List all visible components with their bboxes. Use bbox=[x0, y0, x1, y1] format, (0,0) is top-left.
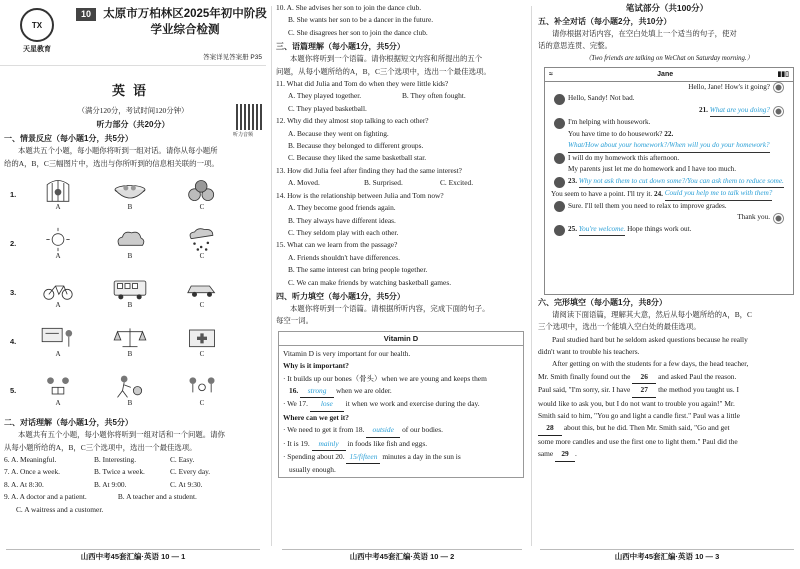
kids-playing-icon bbox=[179, 374, 225, 399]
picture-question-row bbox=[10, 268, 266, 317]
where-line-3-lead: · Spending about 20. bbox=[283, 452, 345, 461]
mcq-option[interactable]: 8. A. At 8:30. bbox=[4, 479, 44, 489]
passage-line: Smith said to him, "You go and light a candle first." Paul was a little bbox=[538, 411, 740, 421]
snow-icon bbox=[179, 227, 225, 252]
message-text: Hello, Jane! How's it going? bbox=[688, 82, 770, 91]
picture-option[interactable] bbox=[30, 178, 86, 212]
why-heading: Why is it important? bbox=[283, 361, 349, 371]
section5-heading: 五、补全对话（每小题2分，共10分） bbox=[538, 17, 672, 26]
why-line-3 bbox=[283, 398, 519, 411]
passage-text: Paul said, "I'm sorry, sir. I have bbox=[538, 385, 631, 395]
chat-message bbox=[551, 212, 787, 224]
passage-line bbox=[538, 384, 800, 397]
column-2 bbox=[276, 0, 528, 569]
picture-option[interactable] bbox=[174, 325, 230, 359]
mcq-option[interactable]: B. At 9:00. bbox=[94, 479, 127, 489]
picture-question-row bbox=[10, 317, 266, 366]
chat-message bbox=[551, 129, 787, 153]
mcq-option[interactable]: B. They often fought. bbox=[402, 91, 466, 101]
jane-avatar-icon bbox=[554, 201, 565, 212]
chat-top-bar bbox=[545, 68, 793, 82]
section4-heading: 四、听力填空（每小题1分，共5分） bbox=[276, 291, 405, 301]
mcq-option[interactable]: A. They become good friends again. bbox=[288, 203, 396, 213]
message-text: Hope things work out. bbox=[627, 225, 692, 234]
blank-19[interactable]: mainly bbox=[312, 438, 346, 451]
bike-icon bbox=[35, 276, 81, 301]
q10-option-a[interactable]: 10. A. She advises her son to join the dance club. bbox=[276, 3, 422, 12]
question-text: 15. What can we learn from the passage? bbox=[276, 240, 398, 250]
sandy-avatar-icon bbox=[773, 213, 784, 224]
battery-icon: ▮▮▯ bbox=[777, 71, 789, 79]
option-row bbox=[276, 90, 528, 102]
sandy-avatar-icon bbox=[773, 106, 784, 117]
option-letter: C bbox=[199, 251, 205, 260]
message-text: My parents just let me do homework and I have too much. bbox=[568, 165, 737, 174]
why-line-2-text: when we are older. bbox=[335, 385, 392, 395]
message-text: Sure. I'll tell them you need to relax to improve grades. bbox=[568, 201, 727, 210]
section1-heading: 一、情景反应（每小题1分，共5分） bbox=[4, 134, 133, 144]
where-line-2-lead: · It is 19. bbox=[283, 438, 310, 448]
mcq-option[interactable]: B. Because they belonged to different groups. bbox=[288, 141, 424, 151]
option-letter: B bbox=[127, 398, 133, 407]
hospital-icon bbox=[179, 325, 225, 350]
mcq-question bbox=[4, 466, 266, 478]
column-divider bbox=[531, 6, 532, 546]
blank-22[interactable]: What/How about your homework?/When will you do your homework? bbox=[568, 140, 770, 153]
section3-instruction: 问题，从每小题所给的A，B，C三个选项中，选出一个最佳选项。 bbox=[276, 66, 491, 76]
picture-rows bbox=[4, 170, 266, 415]
question-text: 14. How is the relationship between Julia and Tom now? bbox=[276, 190, 444, 200]
q9-option-c[interactable]: C. A waitress and a customer. bbox=[16, 504, 104, 514]
title-line-1: 太原市万柏林区2025年初中阶段 bbox=[103, 8, 267, 20]
exam-title bbox=[100, 6, 270, 38]
passage-text: same bbox=[538, 449, 554, 459]
blank-22-number: 22. bbox=[664, 129, 674, 138]
blank-16[interactable]: strong bbox=[300, 385, 334, 398]
picture-option[interactable] bbox=[174, 227, 230, 261]
picture-option[interactable] bbox=[102, 276, 158, 310]
column-divider bbox=[271, 6, 272, 546]
picture-option[interactable] bbox=[102, 374, 158, 408]
option-letter: B bbox=[127, 251, 133, 260]
publisher-logo bbox=[8, 8, 66, 60]
option-letter: C bbox=[199, 300, 205, 309]
mcq-option[interactable]: B. Twice a week. bbox=[94, 467, 145, 477]
qr-code-icon[interactable] bbox=[236, 104, 262, 130]
option-letter: B bbox=[127, 300, 133, 309]
mcq-question bbox=[4, 479, 266, 491]
message-text: You seem to have a point. I'll try it. bbox=[551, 189, 653, 198]
message-text: I'm helping with housework. bbox=[568, 118, 651, 127]
blank-26[interactable]: 26 bbox=[632, 371, 656, 384]
mcq-option[interactable]: C. They seldom play with each other. bbox=[288, 227, 399, 237]
page-footer: 山西中考45套汇编·英语 10 — 2 bbox=[282, 549, 522, 563]
written-title: 笔试部分（共100分） bbox=[625, 3, 709, 13]
option-letter: A bbox=[55, 398, 61, 407]
mcq-question bbox=[4, 454, 266, 466]
option-row bbox=[276, 177, 528, 189]
car-icon bbox=[179, 276, 225, 301]
question-number: 5. bbox=[10, 386, 17, 396]
section2-heading: 二、对话理解（每小题1分，共5分） bbox=[4, 418, 133, 428]
scale-icon bbox=[107, 325, 153, 350]
mcq-question bbox=[4, 491, 266, 503]
mcq-option[interactable]: A. They played together. bbox=[288, 91, 362, 101]
blank-16-number: 16. bbox=[289, 385, 299, 395]
jane-avatar-icon bbox=[554, 177, 565, 188]
bowl-icon bbox=[107, 178, 153, 203]
passage-line: would like to ask you, but I do not want to trouble you again!" Mr. bbox=[538, 398, 735, 408]
section6-instruction: 三个选项中，选出一个能填入空白处的最佳选项。 bbox=[538, 322, 701, 332]
chat-message bbox=[551, 164, 787, 176]
where-heading: Where can we get it? bbox=[283, 412, 349, 422]
picture-option[interactable] bbox=[30, 325, 86, 359]
passage-text: about this, but he did. Then Mr. Smith said, "Go and get bbox=[563, 423, 730, 433]
blank-20[interactable]: 15/fifteen bbox=[346, 451, 380, 464]
option-letter: B bbox=[127, 202, 133, 211]
wechat-chat-window bbox=[544, 67, 794, 295]
blank-24-number: 24. bbox=[653, 189, 663, 198]
where-line-3 bbox=[283, 451, 519, 464]
where-line-1 bbox=[283, 424, 519, 437]
question-text: 13. How did Julia feel after finding they had the same interest? bbox=[276, 165, 462, 175]
logo-text: 天星教育 bbox=[23, 46, 51, 53]
passage-line: After getting on with the students for a few days, the head teacher, bbox=[552, 359, 749, 369]
mcq-option[interactable]: C. Because they liked the same basketball star. bbox=[288, 153, 427, 163]
chat-message bbox=[551, 105, 787, 118]
q10-option-c[interactable]: C. She disagrees her son to join the dance club. bbox=[288, 27, 428, 37]
mcq-option[interactable]: B. They always have different ideas. bbox=[288, 215, 396, 225]
passage-text: . bbox=[575, 449, 577, 459]
blank-25-number: 25. bbox=[568, 225, 577, 234]
qr-caption: 听力音频 bbox=[233, 132, 254, 138]
option-letter: A bbox=[55, 202, 61, 211]
picture-question-row bbox=[10, 170, 266, 219]
passage-text: and asked Paul the reason. bbox=[658, 371, 737, 381]
question-text: 11. What did Julia and Tom do when they were little kids? bbox=[276, 79, 449, 89]
bird-cage-icon bbox=[35, 178, 81, 203]
mcq-option[interactable]: 6. A. Meaningful. bbox=[4, 455, 57, 465]
where-line-2 bbox=[283, 438, 519, 451]
message-text: Hello, Sandy! Not bad. bbox=[568, 94, 635, 103]
message-text: Thank you. bbox=[737, 213, 770, 222]
message-text: I will do my homework this afternoon. bbox=[568, 153, 680, 162]
why-line-1: · It builds up our bones（骨头）when we are young and keeps them bbox=[283, 373, 487, 383]
mcq-option[interactable]: B. Surprised. bbox=[364, 178, 403, 188]
question-number: 3. bbox=[10, 288, 17, 298]
passage-line bbox=[538, 422, 800, 435]
column-1 bbox=[0, 0, 266, 569]
mcq-option[interactable]: A. Moved. bbox=[288, 178, 320, 188]
section2-instruction: 从每小题所给的A，B，C三个选项中，选出一个最佳选项。 bbox=[4, 442, 197, 452]
passage-line: didn't want to trouble his teachers. bbox=[538, 347, 640, 357]
wifi-icon: ≈ bbox=[549, 70, 553, 78]
chat-message bbox=[551, 117, 787, 129]
kids-reading-icon bbox=[35, 374, 81, 399]
why-line-2 bbox=[283, 385, 519, 398]
mcq-option[interactable]: C. We can make friends by watching basketball games. bbox=[288, 277, 452, 287]
why-line-3-text: it when we work and exercise during the day. bbox=[345, 399, 480, 409]
chat-message bbox=[551, 82, 787, 94]
mcq-option[interactable]: C. They played basketball. bbox=[288, 103, 367, 113]
section6-heading: 六、完形填空（每小题1分，共8分） bbox=[538, 297, 667, 307]
mcq-option[interactable]: A. Friends shouldn't have differences. bbox=[288, 252, 401, 262]
box-title: Vitamin D bbox=[279, 332, 523, 346]
blank-27[interactable]: 27 bbox=[632, 384, 656, 397]
chat-message bbox=[551, 176, 787, 189]
option-letter: C bbox=[199, 202, 205, 211]
picture-question-row bbox=[10, 366, 266, 415]
blank-24[interactable]: Could you help me to talk with them? bbox=[665, 188, 773, 201]
option-letter: A bbox=[55, 251, 61, 260]
mcq-option[interactable]: C. At 9:30. bbox=[170, 479, 203, 489]
score-note: （满分120分，考试时间120分钟） bbox=[77, 106, 189, 115]
mcq-option[interactable]: C. Every day. bbox=[170, 467, 211, 477]
test-number-badge: 10 bbox=[76, 8, 96, 21]
sun-icon bbox=[35, 227, 81, 252]
chat-message bbox=[551, 201, 787, 213]
q10-option-b[interactable]: B. She wants her son to be a dancer in the future. bbox=[288, 15, 434, 25]
blank-23-number: 23. bbox=[568, 177, 577, 186]
section5-instruction: 请你根据对话内容，在空白处填上一个适当的句子，使对 bbox=[552, 29, 737, 38]
section5-instruction: 话的意思连贯、完整。 bbox=[538, 41, 612, 51]
answer-reference: 答案详见答案册 P35 bbox=[203, 54, 262, 61]
where-line-2-text: in foods like fish and eggs. bbox=[347, 438, 428, 448]
section6-instruction: 请阅读下面语篇，理解其大意，然后从每小题所给的A，B，C bbox=[552, 309, 752, 319]
option-letter: C bbox=[199, 349, 205, 358]
picture-question-row bbox=[10, 219, 266, 268]
blank-17[interactable]: lose bbox=[310, 398, 344, 411]
title-line-2: 学业综合检测 bbox=[150, 24, 220, 36]
passage-line: some more candles and use the first one to light them." Paul did the bbox=[538, 436, 738, 446]
listening-title: 听力部分（共20分） bbox=[96, 120, 170, 130]
jane-avatar-icon bbox=[554, 118, 565, 129]
jane-avatar-icon bbox=[554, 94, 565, 105]
blank-21-number: 21. bbox=[698, 106, 708, 115]
passage-line: Paul studied hard but he seldom asked questions because he really bbox=[552, 334, 748, 344]
chat-message bbox=[551, 188, 787, 201]
picture-option[interactable] bbox=[174, 276, 230, 310]
mcq-option[interactable]: A. Because they went on fighting. bbox=[288, 128, 389, 138]
column-3 bbox=[534, 0, 800, 569]
question-number: 4. bbox=[10, 337, 17, 347]
section4-instruction: 本题你将听到一个语篇。请根据所听内容，完成下面的句子。 bbox=[290, 303, 490, 313]
mcq-option[interactable]: C. Excited. bbox=[440, 178, 474, 188]
picture-option[interactable] bbox=[102, 325, 158, 359]
picture-option[interactable] bbox=[174, 374, 230, 408]
picture-option[interactable] bbox=[102, 178, 158, 212]
mcq-option[interactable]: B. A teacher and a student. bbox=[117, 492, 197, 502]
subject-title: 英语 bbox=[111, 83, 154, 98]
mcq-option[interactable] bbox=[194, 491, 266, 503]
mcq-option[interactable]: 7. A. Once a week. bbox=[4, 467, 61, 477]
mcq-option[interactable]: 9. A. A doctor and a patient. bbox=[4, 492, 87, 502]
section3-questions bbox=[276, 78, 528, 289]
page-footer: 山西中考45套汇编·英语 10 — 1 bbox=[6, 549, 260, 563]
picture-option[interactable] bbox=[102, 227, 158, 261]
question-number: 1. bbox=[10, 190, 17, 200]
option-letter: C bbox=[199, 398, 205, 407]
blank-18[interactable]: outside bbox=[366, 424, 400, 437]
logo-mark: TX bbox=[20, 8, 54, 42]
mcq-option[interactable]: B. Interesting. bbox=[94, 455, 137, 465]
bus-icon bbox=[107, 276, 153, 301]
question-text: 12. Why did they almost stop talking to each other? bbox=[276, 116, 429, 126]
mcq-option[interactable]: C. Easy. bbox=[170, 455, 195, 465]
page-footer: 山西中考45套汇编·英语 10 — 3 bbox=[540, 549, 794, 563]
chat-message bbox=[551, 93, 787, 105]
section3-heading: 三、语篇理解（每小题1分，共5分） bbox=[276, 42, 405, 52]
exam-header bbox=[0, 0, 266, 66]
blank-25[interactable]: You're welcome. bbox=[579, 224, 626, 237]
passage-line bbox=[538, 371, 800, 384]
option-letter: B bbox=[127, 349, 133, 358]
chat-contact-name: Jane bbox=[657, 70, 674, 78]
picture-option[interactable] bbox=[174, 178, 230, 212]
mcq-option[interactable]: B. The same interest can bring people together. bbox=[288, 265, 428, 275]
section2-instruction: 本题共有五个小题，每小题你将听到一组对话和一个问题。请你 bbox=[18, 430, 225, 440]
sandy-avatar-icon bbox=[773, 82, 784, 93]
picture-option[interactable] bbox=[30, 276, 86, 310]
blank-23[interactable]: Why not ask them to cut down some?/You can ask them to reduce some. bbox=[579, 176, 784, 189]
blank-28[interactable]: 28 bbox=[538, 422, 562, 435]
blank-21[interactable]: What are you doing? bbox=[710, 105, 770, 118]
section4-instruction: 每空一词。 bbox=[276, 316, 313, 326]
picture-option[interactable] bbox=[30, 227, 86, 261]
kids-running-icon bbox=[107, 374, 153, 399]
where-line-3-text: minutes a day in the sun is bbox=[382, 452, 461, 461]
picture-option[interactable] bbox=[30, 374, 86, 408]
option-letter: A bbox=[55, 349, 61, 358]
chat-message bbox=[551, 153, 787, 165]
box-intro: Vitamin D is very important for our health. bbox=[283, 348, 411, 358]
jane-avatar-icon bbox=[554, 225, 565, 236]
oranges-icon bbox=[179, 178, 225, 203]
where-line-1-lead: · We need to get it from 18. bbox=[283, 425, 365, 435]
chat-caption: （Two friends are talking on WeChat on Saturday morning.） bbox=[584, 54, 754, 62]
blank-29[interactable]: 29 bbox=[555, 448, 575, 461]
question-number: 2. bbox=[10, 239, 17, 249]
where-line-4: usually enough. bbox=[289, 465, 336, 475]
vitamin-d-box bbox=[278, 331, 524, 478]
section3-instruction: 本题你将听到一个语篇。请你根据短文内容和所提出的五个 bbox=[290, 54, 483, 64]
passage-text: Mr. Smith finally found out the bbox=[538, 371, 631, 381]
where-line-1-text: of our bodies. bbox=[402, 425, 443, 435]
jane-avatar-icon bbox=[554, 153, 565, 164]
chat-message bbox=[551, 224, 787, 237]
cloud-icon bbox=[107, 227, 153, 252]
section1-instruction: 本题共五个小题，每小题你将听到一组对话。请你从每小题所 bbox=[18, 146, 218, 156]
passage-text: the method you taught us. I bbox=[658, 385, 739, 395]
classroom-icon bbox=[35, 325, 81, 350]
why-line-3-lead: · We 17. bbox=[283, 399, 308, 409]
section2-questions bbox=[4, 454, 266, 504]
option-letter: A bbox=[55, 300, 61, 309]
passage-line bbox=[538, 448, 800, 461]
section1-instruction: 给的A，B，C三幅图片中，选出与你所听到的信息相关联的一项。 bbox=[4, 158, 219, 168]
message-text: You have time to do housework? bbox=[568, 129, 663, 138]
